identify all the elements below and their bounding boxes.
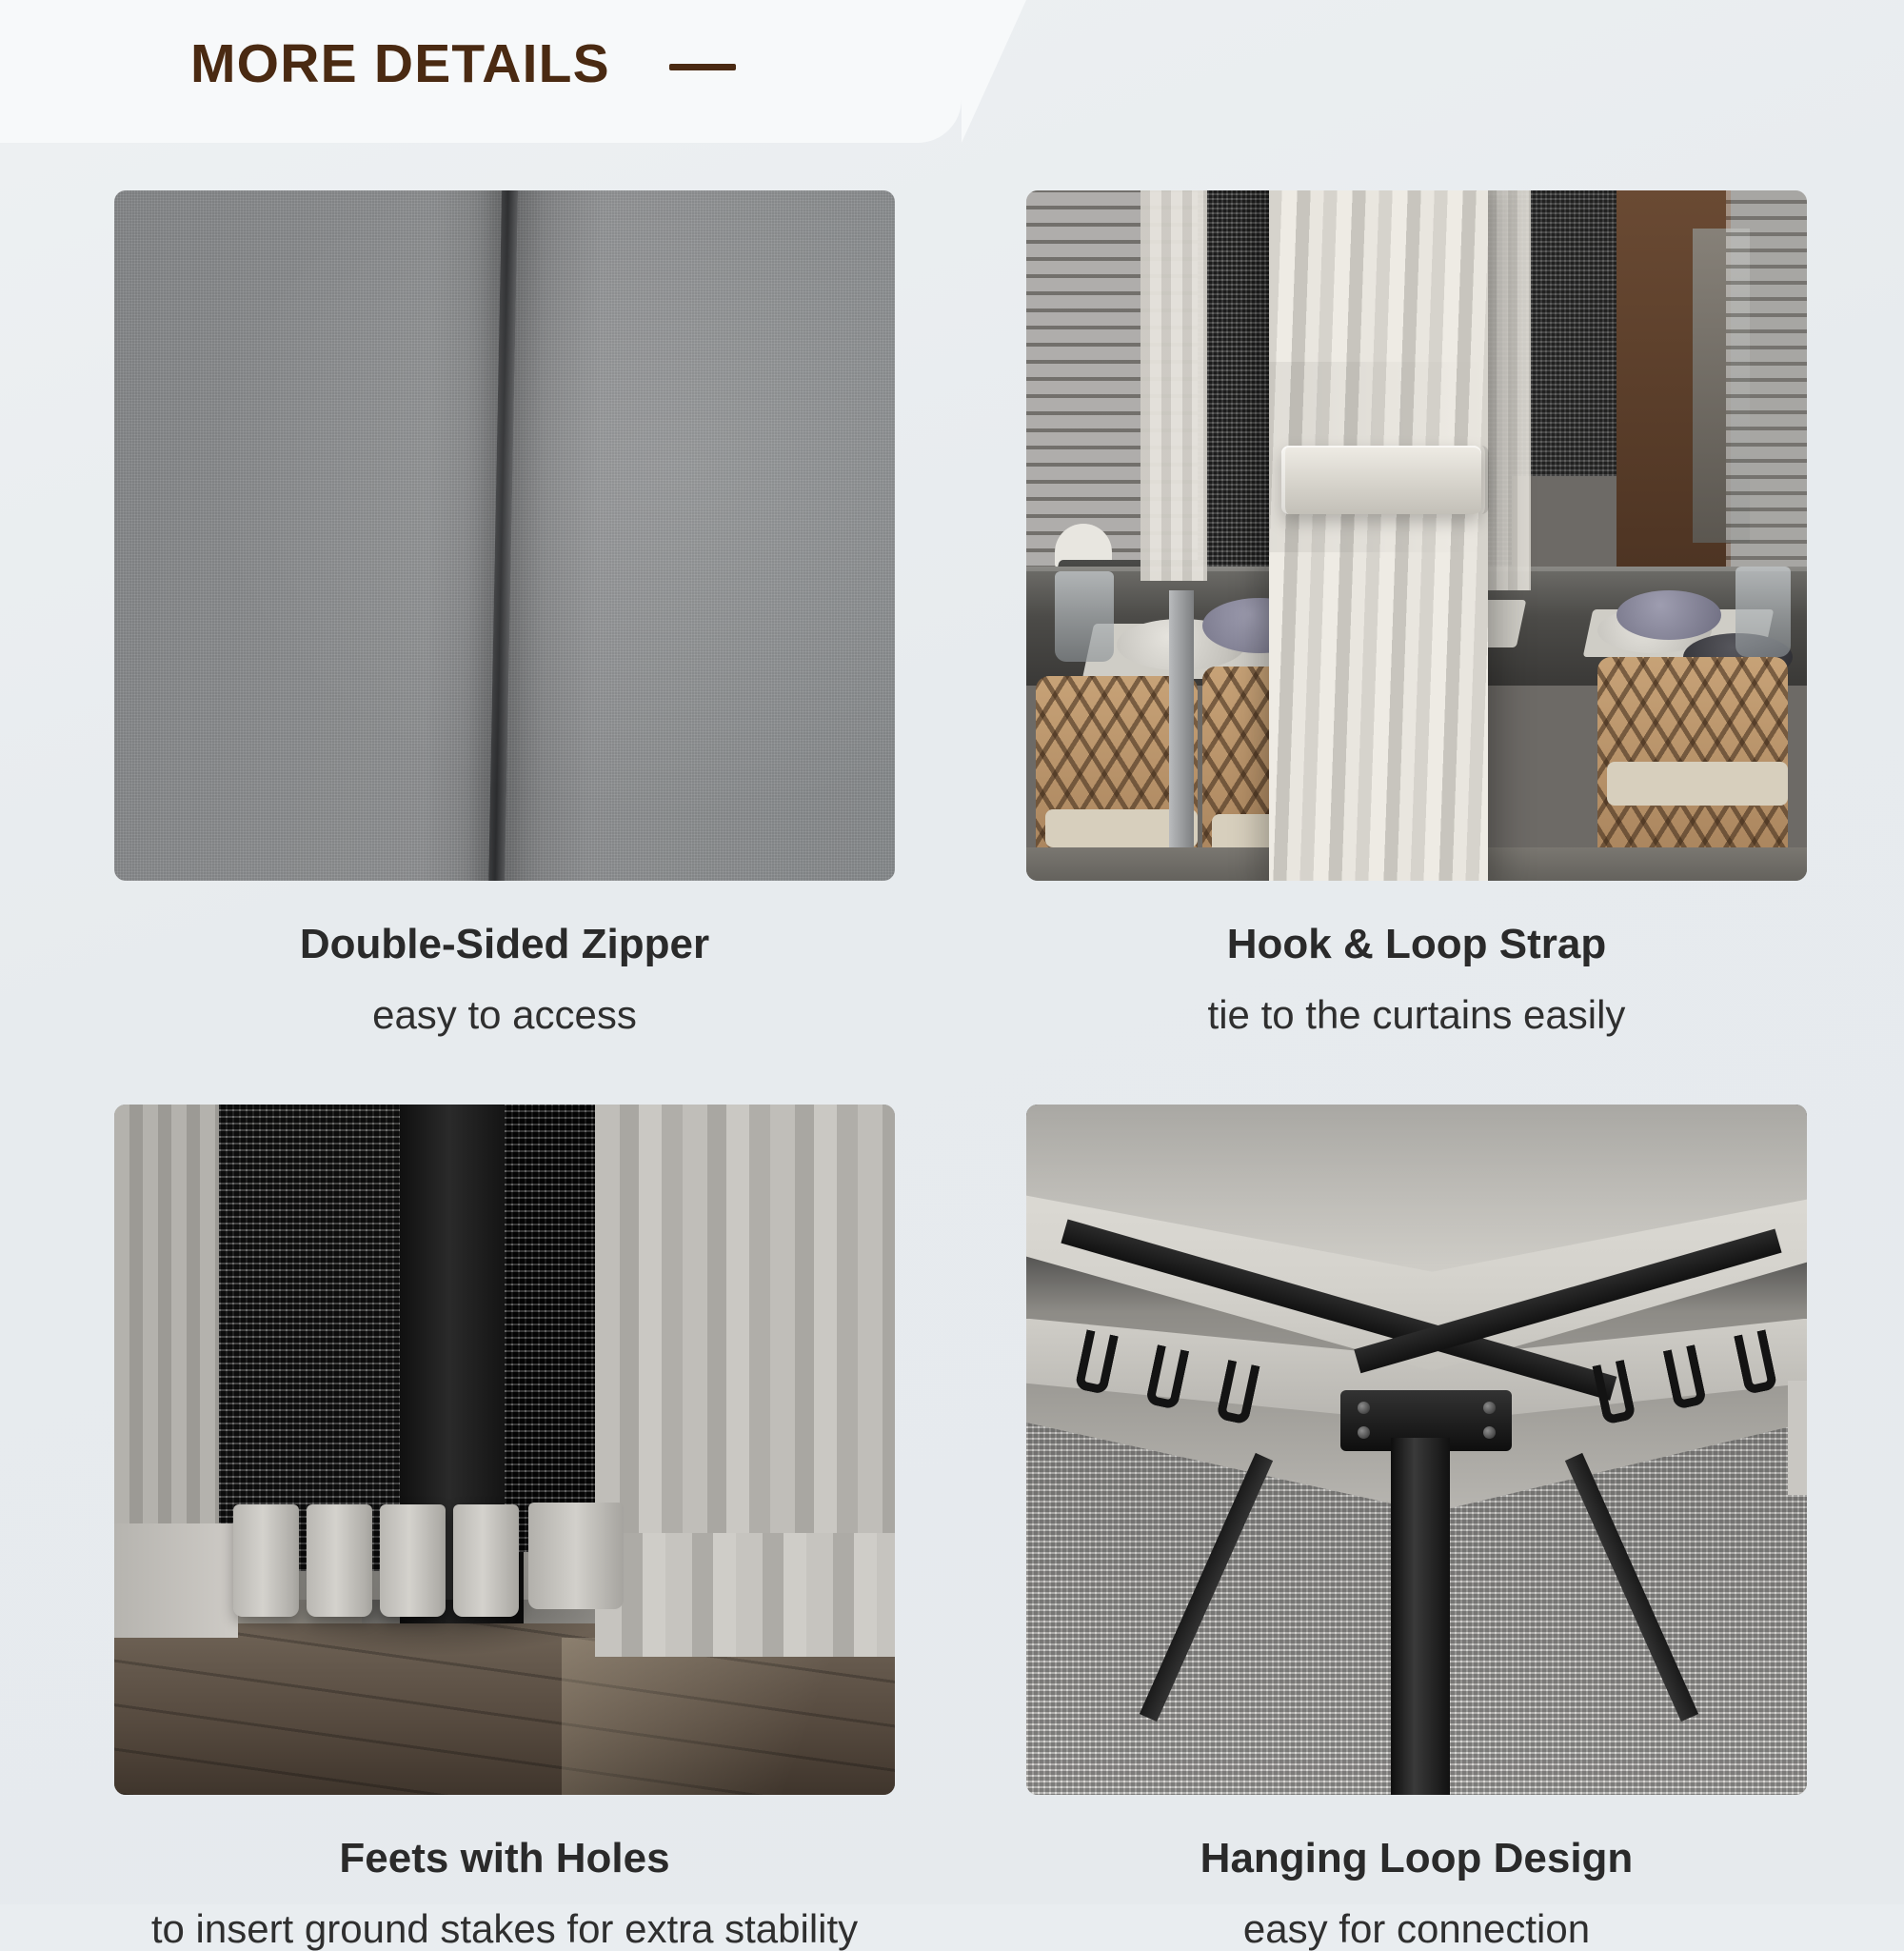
strap-edge [1281,446,1489,514]
foot-tab [453,1504,519,1617]
feature-grid [0,190,1904,1951]
feature-card-hook-and-loop-strap [1026,190,1807,1038]
curtain-hem-left [114,1523,238,1638]
hanging-loop-icon [1663,1344,1707,1410]
foot-tab [307,1504,372,1617]
feature-title: Double-Sided Zipper [299,921,710,967]
foot-tab [528,1503,624,1609]
hanging-loop-design-photo [1026,1105,1807,1795]
feature-card-hanging-loop-design [1026,1105,1807,1951]
double-sided-zipper-photo [114,190,895,881]
header-tab [0,0,962,143]
dash-icon [669,64,736,70]
page-title: MORE DETAILS [190,33,610,94]
feature-title: Hook & Loop Strap [1226,921,1607,967]
header-inner [190,32,736,95]
feature-card-double-sided-zipper [114,190,895,1038]
feet-with-holes-icon [233,1504,519,1617]
mesh-netting-right [505,1105,609,1552]
sunlight-patch [562,1638,895,1795]
feet-with-holes-photo [114,1105,895,1795]
gazebo-post [1169,590,1194,881]
feature-subtitle: tie to the curtains easily [1207,992,1626,1038]
curtain-background-left [1140,190,1207,581]
foot-tab [380,1504,446,1617]
curtain-hem-right [595,1533,895,1657]
bowl [1616,590,1721,640]
gazebo-pole [1391,1438,1450,1795]
drinking-glass [1735,567,1791,657]
feature-title: Feets with Holes [339,1834,670,1881]
bolt-icon [1358,1402,1370,1414]
hook-and-loop-strap-photo [1026,190,1807,881]
feature-title: Hanging Loop Design [1200,1834,1634,1881]
bolt-icon [1483,1402,1496,1414]
bolt-icon [1358,1426,1370,1439]
fabric-strap [1788,1381,1807,1495]
fabric-highlight [114,190,895,881]
feature-subtitle: easy to access [372,992,637,1038]
chair-cushion [1607,762,1788,806]
drinking-glass [1055,571,1114,662]
hanging-loop-icon [1145,1344,1189,1410]
feature-subtitle: easy for connection [1242,1905,1591,1951]
feature-card-feet-with-holes [114,1105,895,1951]
foot-tab [233,1504,299,1617]
bolt-icon [1483,1426,1496,1439]
feature-subtitle: to insert ground stakes for extra stability [150,1905,859,1951]
